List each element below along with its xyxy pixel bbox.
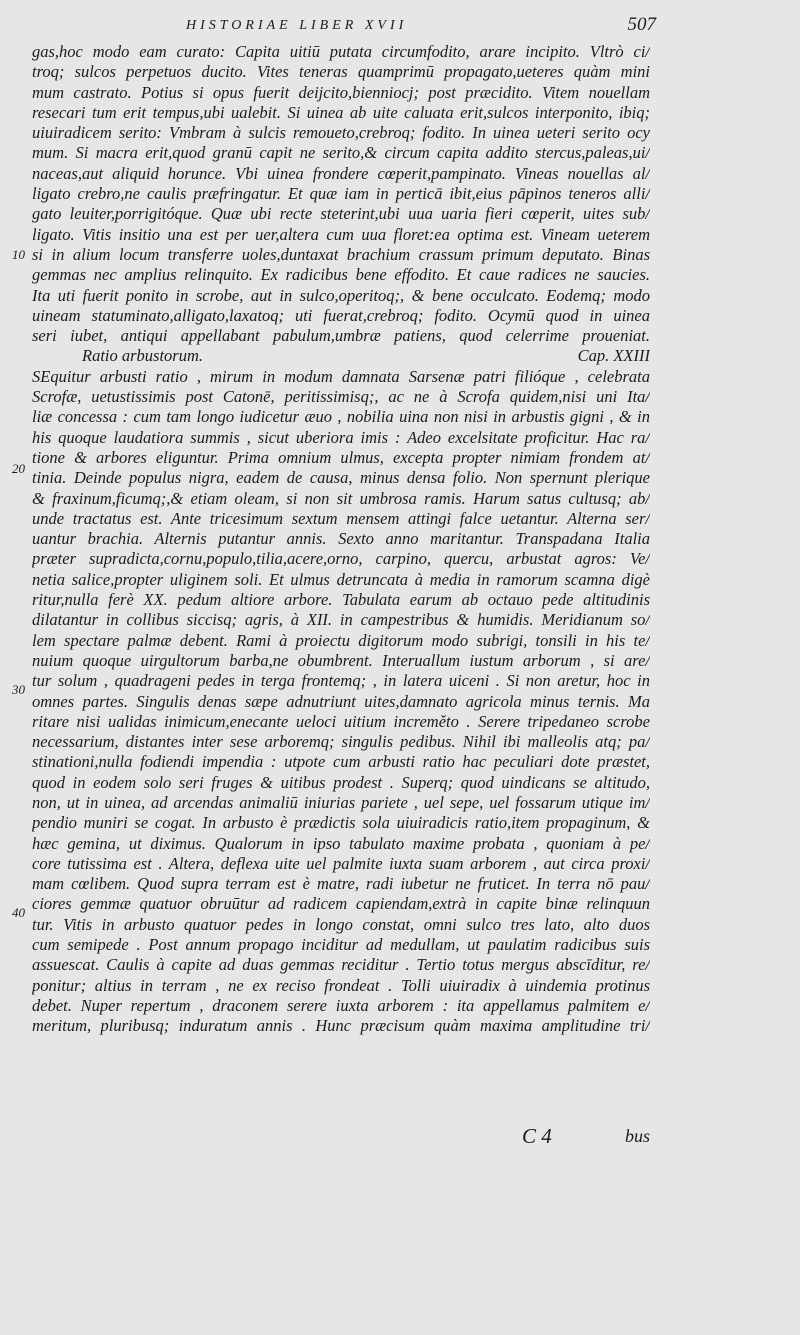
text-line: nuium quoque uirgultorum barba,ne obumbrent. Interuallum iustum arborum , si are/ <box>32 650 650 670</box>
text-line: non, ut in uinea, ad arcendas animaliū iniurias pariete , uel sepe, uel fossarum utique im/ <box>32 792 650 812</box>
section-heading <box>32 346 650 366</box>
text-line: Scrofæ, uetustissimis post Catonē, peritissimisq;, ac ne à Scrofa quidem,nisi uni Ita/ <box>32 387 650 407</box>
text-line: meritum, pluribusq; induratum annis . Hunc præcisum quàm maxima amplitudine tri/ <box>32 1016 650 1036</box>
text-line: his quoque laudatiora summis , sicut uberiora imis : Adeo excelsitate proficitur. Hac ra/ <box>32 427 650 447</box>
text-line: seri iubet, antiqui appellabant pabulum,umbræ patiens, quod celerrime proueniat. <box>32 326 650 346</box>
margin-line-number: 40 <box>12 905 25 920</box>
text-line: hæc gemina, ut diximus. Qualorum in ipso tabulato maxime probata , quoniam à pe/ <box>32 833 650 853</box>
text-line: lem spectare palmæ debent. Rami à proiectu digitorum modo subrigi, tonsili in his te/ <box>32 630 650 650</box>
text-line: liæ concessa : cum tam longo iudicetur æuo , nobilia uina non nisi in arbustis gigni , & in <box>32 407 650 427</box>
catchword: bus <box>624 1126 650 1146</box>
text-line: troq; sulcos perpetuos ducito. Vites teneras quamprimū propagato,ueteres quàm mini <box>32 62 650 82</box>
text-line: ritare nisi ualidas inimicum,enecante ueloci uitium increměto . Serere tripedaneo scrobe <box>32 711 650 731</box>
text-line: cum semipede . Post annum propago inciditur ad medullam, ut paulatim radicibus suis <box>32 935 650 955</box>
text-line: & fraxinum,ficumq;,& etiam oleam, si non sit umbrosa ramis. Harum satus cultusq; ab/ <box>32 488 650 508</box>
text-line: netia salice,propter uliginem soli. Et ulmus detruncata à media in ramorum scamna digè <box>32 569 650 589</box>
folio-number: 507 <box>627 14 656 35</box>
text-line: gato leuiter,porrigitóque. Quæ ubi recte steterint,ubi uua uaria fieri cœperit, uites sub/ <box>32 204 650 224</box>
page-header <box>186 10 656 40</box>
text-line: ligato. Vitis insitio una est per uer,altera cum uua floret:ea optima est. Vineam ueterem <box>32 224 650 244</box>
text-line: tione & arbores eliguntur. Prima omnium ulmus, excepta propter nimiam frondem at/ <box>32 447 650 467</box>
text-line: uineam statuminato,alligato,laxatoq; uti fuerat,crebroq; fodito. Ocymū quod in uinea <box>32 305 650 325</box>
text-line: ponitur; altius in terram , ne ex reciso frondeat . Tolli uiuiradix à uindemia protinus <box>32 975 650 995</box>
text-line: naceas,aut aliquid horunce. Vbi uinea frondere cœperit,pampinato. Vineas nouellas al/ <box>32 163 650 183</box>
text-line: ligato crebro,ne caulis præfringatur. Et quæ iam in perticā ibit,eius pāpinos teneros alli/ <box>32 184 650 204</box>
margin-line-number: 30 <box>12 682 25 697</box>
text-line: assuescat. Caulis à capite ad duas gemmas reciditur . Tertio totus mergus abscīditur, re/ <box>32 955 650 975</box>
text-line: necessarium, distantes inter sese arboremq; singulis pedibus. Nihil ibi malleolis atq; pa/ <box>32 732 650 752</box>
text-line: dilatantur in collibus siccisq; agris, à XII. in campestribus & humidis. Meridianum so/ <box>32 610 650 630</box>
text-line: Ita uti fuerit ponito in scrobe, aut in sulco,operitoq;, & bene occulcato. Eodemq; modo <box>32 285 650 305</box>
text-line: tur solum , quadrageni pedes in terga frontemq; , in latera uiceni . Si non aretur, hoc in <box>32 671 650 691</box>
text-line: uantur brachia. Alternis putantur annis. Sexto anno maritantur. Transpadana Italia <box>32 529 650 549</box>
text-line: pendio muniri se cogat. In arbusto è prædictis sola uiuiradicis ratio,item propaginum, & <box>32 813 650 833</box>
text-line: omnes partes. Singulis denas sæpe adnutriunt uites,damnato agricola minus ternis. Ma <box>32 691 650 711</box>
page-footer <box>522 1124 650 1150</box>
text-line: ritur,nulla ferè XX. pedum altiore arbore. Tabulata earum ab octauo pede altitudinis <box>32 590 650 610</box>
text-line: SEquitur arbusti ratio , mirum in modum damnata Sarsenæ patri filióque , celebrata <box>32 366 650 386</box>
text-body <box>32 42 650 1037</box>
text-line: debet. Nuper repertum , draconem serere iuxta arborem : ita appellamus palmitem e/ <box>32 995 650 1015</box>
text-line: stinationi,nulla fodiendi impendia : utpote cum arbusti ratio hac peculiari dote præstet, <box>32 752 650 772</box>
text-line: unde tractatus est. Ante tricesimum sextum mensem attingi falce uetantur. Alterna ser/ <box>32 508 650 528</box>
text-line: uiuiradicem serito: Vmbram à sulcis remoueto,crebroq; fodito. In uinea ueteri serito ocy <box>32 123 650 143</box>
margin-line-number: 20 <box>12 461 25 476</box>
signature-mark: C 4 <box>522 1124 552 1148</box>
text-line: tur. Vitis in arbusto quatuor pedes in longo constat, omni sulco tres lato, alto duos <box>32 914 650 934</box>
text-line: mam cœlibem. Quod supra terram est è matre, radi iubetur ne fruticet. In terra nō pau/ <box>32 874 650 894</box>
margin-line-number: 10 <box>12 247 25 262</box>
text-line: ciores gemmæ quatuor obruūtur ad radicem capiendam,extrà in capite binæ relinquun <box>32 894 650 914</box>
running-head: HISTORIAE LIBER XVII <box>186 18 408 33</box>
text-line: tinia. Deinde populus nigra, eadem de causa, minus densa folio. Non spernunt plerique <box>32 468 650 488</box>
chapter-number: Cap. XXIII <box>577 346 650 366</box>
text-line: gemmas nec amplius relinquito. Ex radicibus bene effodito. Et caue radices ne saucies. <box>32 265 650 285</box>
section-title: Ratio arbustorum. <box>82 346 204 366</box>
text-line: gas,hoc modo eam curato: Capita uitiū putata circumfodito, arare incipito. Vltrò ci/ <box>32 42 650 61</box>
text-line: resecari tum erit tempus,ubi ualebit. Si uinea ab uite caluata erit,sulcos interponito, ibiq; <box>32 102 650 122</box>
text-line: præter supradicta,cornu,populo,tilia,acere,orno, carpino, quercu, arbustat agros: Ve/ <box>32 549 650 569</box>
text-line: core tutissima est . Altera, deflexa uite uel palmite iuxta suam arborem , aut circa proxi/ <box>32 853 650 873</box>
text-line: mum castrato. Potius si opus fuerit deijcito,bienniocj; post præcidito. Vitem nouellam <box>32 82 650 102</box>
text-line: mum. Si macra erit,quod granū capit ne serito,& circum capita addito stercus,paleas,ui/ <box>32 143 650 163</box>
text-line: si in alium locum transferre uoles,duntaxat brachium crassum primum deputato. Binas <box>32 244 650 264</box>
text-line: quod in eodem solo seri fruges & uitibus prodest . Superq; quod uindicans se altitudo, <box>32 772 650 792</box>
